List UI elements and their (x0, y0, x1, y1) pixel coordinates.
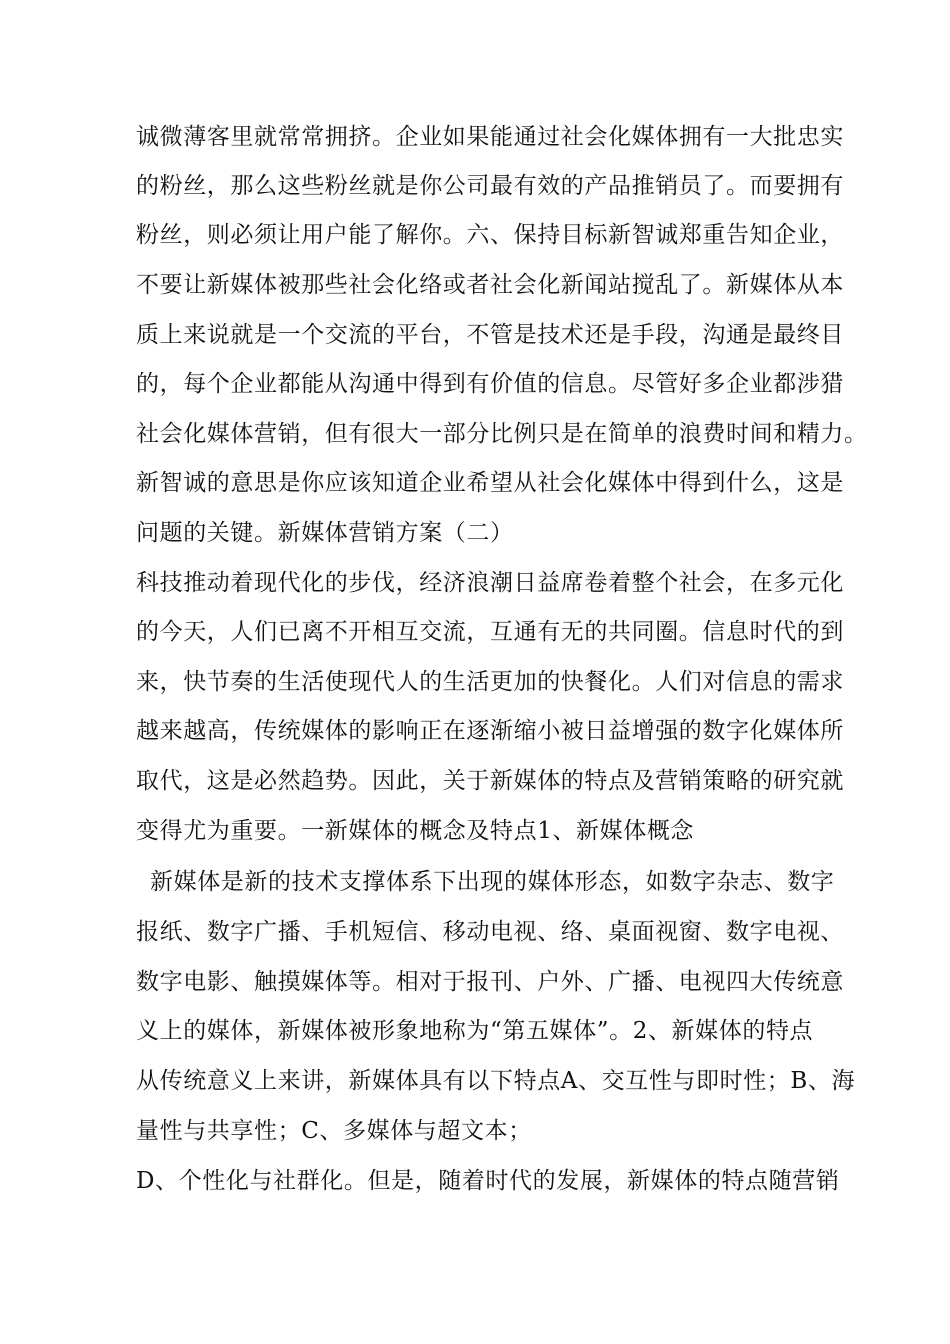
text-line: 从传统意义上来讲，新媒体具有以下特点A、交互性与即时性；B、海 (136, 1068, 856, 1094)
text-line: 的粉丝，那么这些粉丝就是你公司最有效的产品推销员了。而要拥有 (136, 173, 844, 199)
text-line: 报纸、数字广播、手机短信、移动电视、络、桌面视窗、数字电视、 (136, 919, 844, 945)
text-line: D、个性化与社群化。但是，随着时代的发展，新媒体的特点随营销 (136, 1168, 840, 1194)
text-line: 数字电影、触摸媒体等。相对于报刊、户外、广播、电视四大传统意 (136, 969, 844, 995)
text-line: 问题的关键。新媒体营销方案（二） (136, 520, 514, 546)
text-line: 的，每个企业都能从沟通中得到有价值的信息。尽管好多企业都涉猎 (136, 371, 844, 397)
text-line: 新媒体是新的技术支撑体系下出现的媒体形态，如数字杂志、数字 (150, 869, 835, 895)
text-line: 义上的媒体，新媒体被形象地称为“第五媒体”。2、新媒体的特点 (136, 1018, 814, 1044)
text-line: 社会化媒体营销，但有很大一部分比例只是在简单的浪费时间和精力。 (136, 421, 868, 447)
text-line: 取代，这是必然趋势。因此，关于新媒体的特点及营销策略的研究就 (136, 768, 844, 794)
text-line: 不要让新媒体被那些社会化络或者社会化新闻站搅乱了。新媒体从本 (136, 272, 844, 298)
text-line: 量性与共享性；C、多媒体与超文本； (136, 1118, 532, 1144)
text-line: 的今天，人们已离不开相互交流，互通有无的共同圈。信息时代的到 (136, 619, 844, 645)
text-line: 质上来说就是一个交流的平台，不管是技术还是手段，沟通是最终目 (136, 322, 844, 348)
text-line: 来，快节奏的生活使现代人的生活更加的快餐化。人们对信息的需求 (136, 669, 844, 695)
text-line: 科技推动着现代化的步伐，经济浪潮日益席卷着整个社会，在多元化 (136, 570, 844, 596)
text-line: 诚微薄客里就常常拥挤。企业如果能通过社会化媒体拥有一大批忠实 (136, 124, 844, 150)
text-line: 越来越高，传统媒体的影响正在逐渐缩小被日益增强的数字化媒体所 (136, 718, 844, 744)
text-line: 变得尤为重要。一新媒体的概念及特点1、新媒体概念 (136, 818, 695, 844)
text-line: 新智诚的意思是你应该知道企业希望从社会化媒体中得到什么，这是 (136, 470, 844, 496)
text-line: 粉丝，则必须让用户能了解你。六、保持目标新智诚郑重告知企业， (136, 222, 844, 248)
